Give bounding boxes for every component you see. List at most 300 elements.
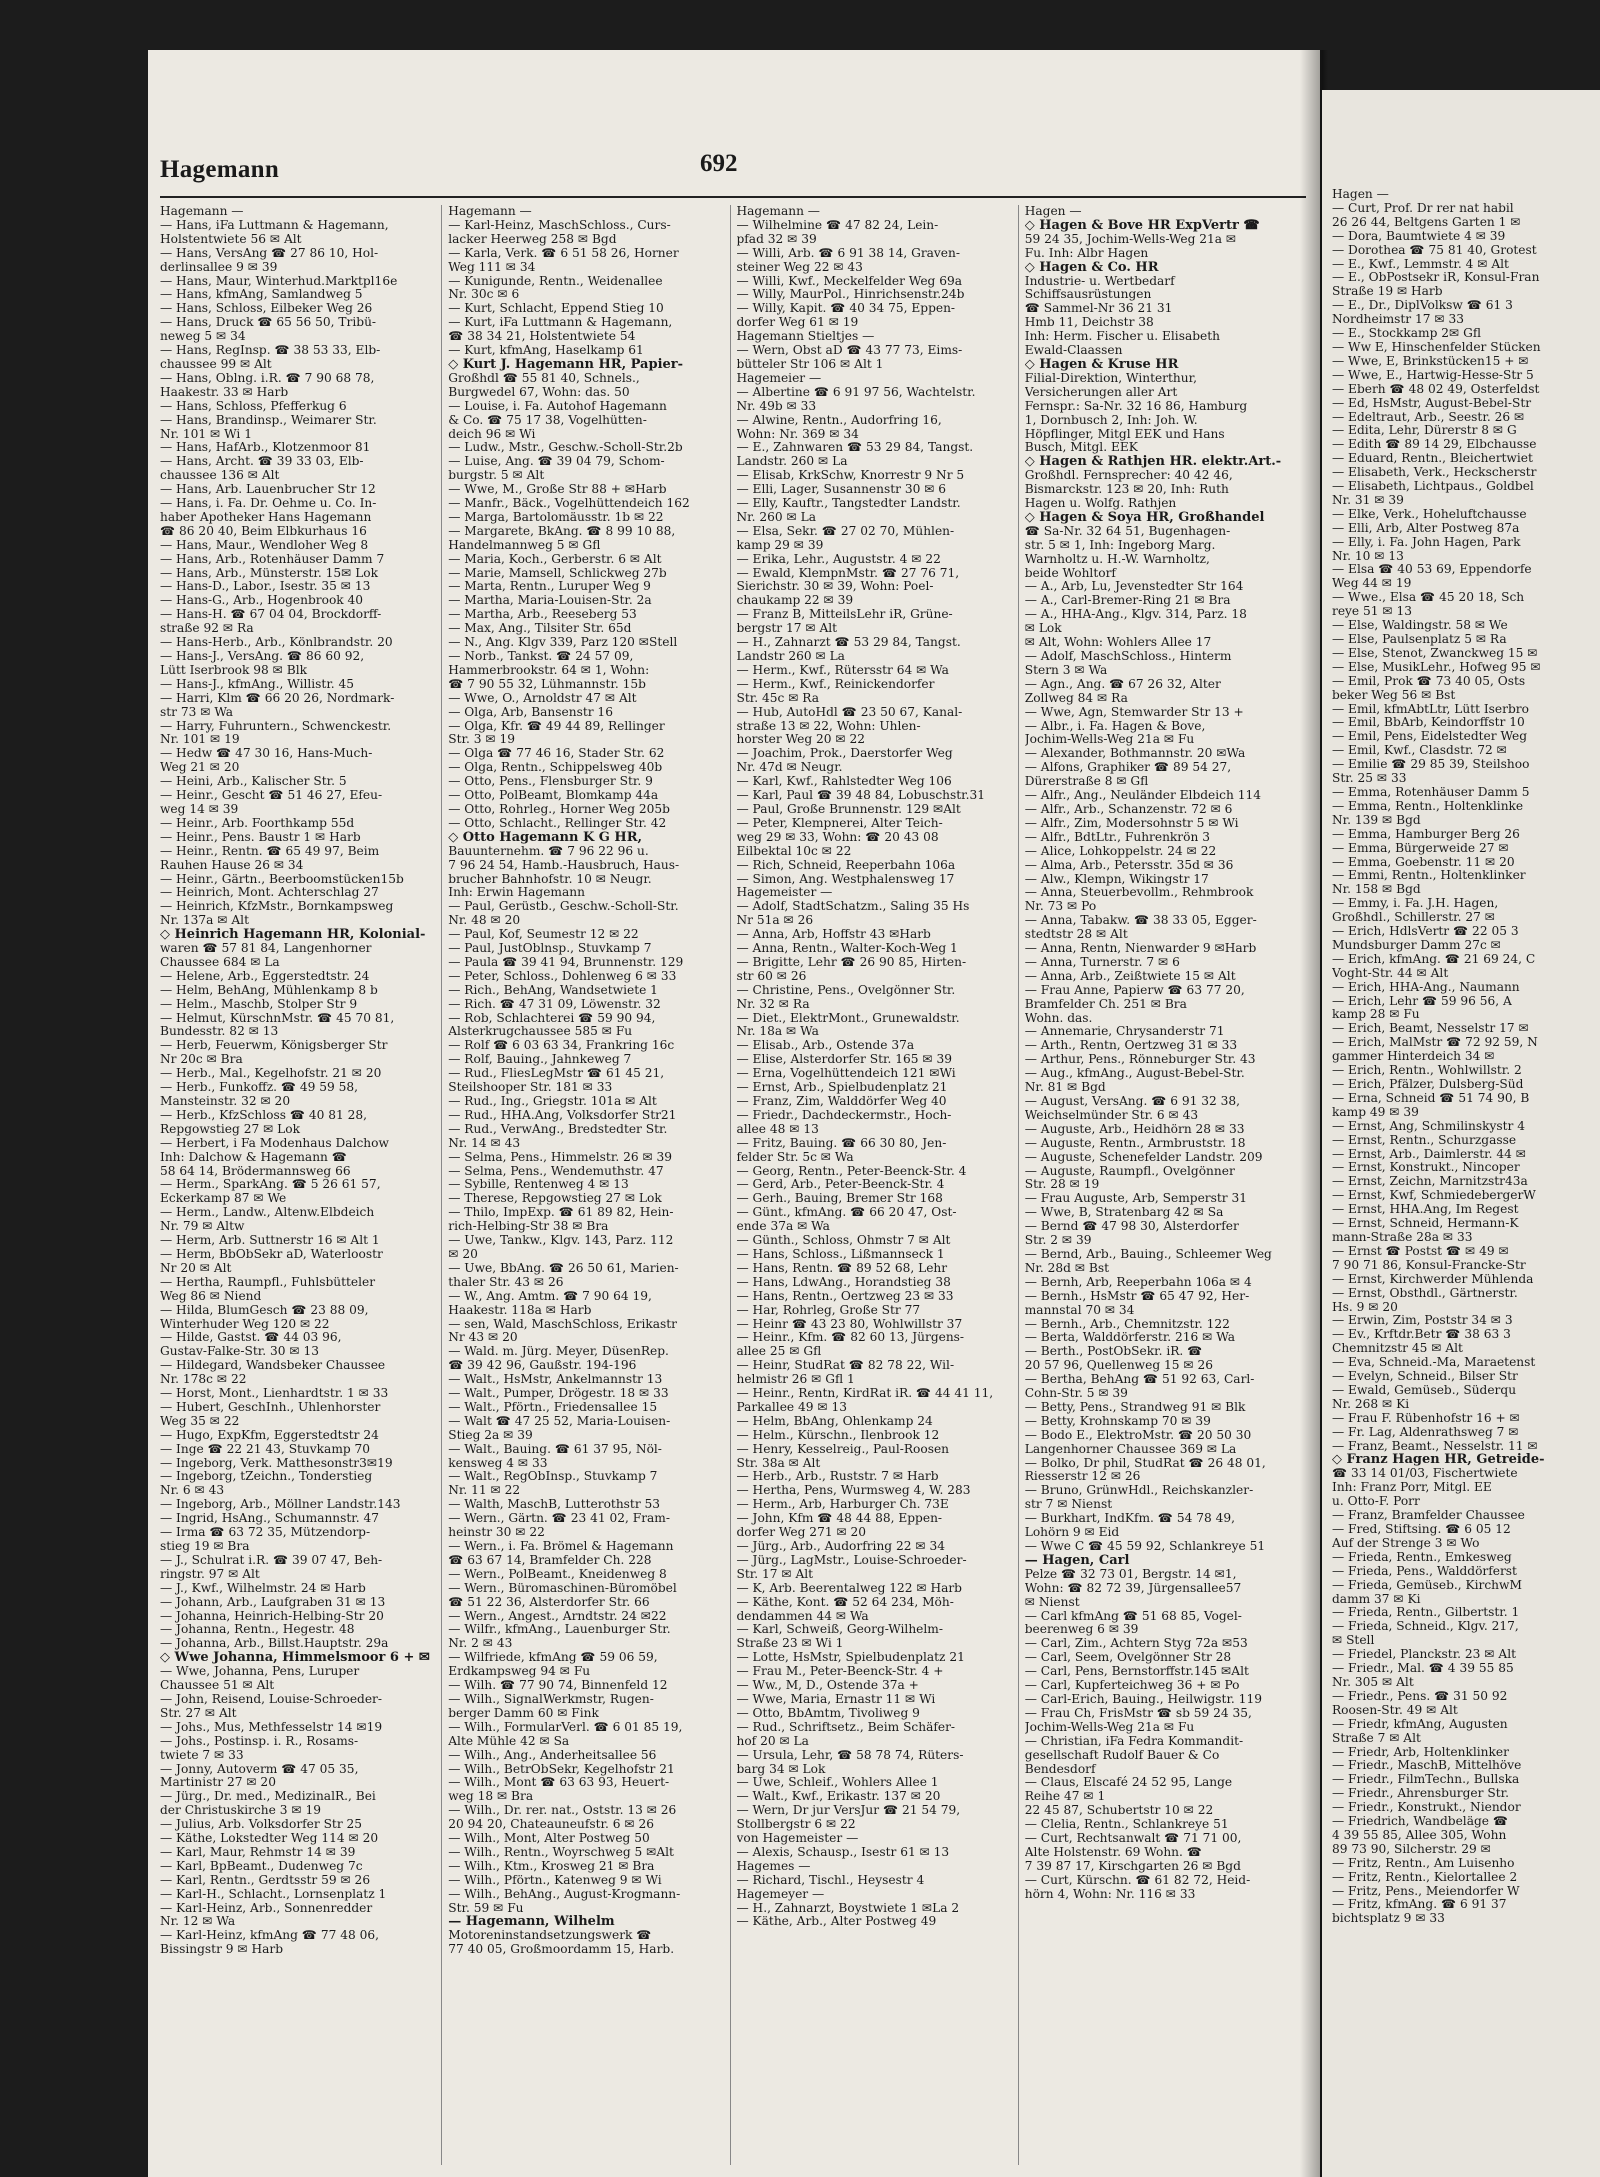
directory-entry-line: — Herm., Arb, Harburger Ch. 73E bbox=[736, 1498, 949, 1512]
directory-entry-line: Nr. 6 ✉ 43 bbox=[160, 1484, 225, 1498]
directory-entry-line: — Wern., Gärtn. ☎ 23 41 02, Fram- bbox=[448, 1512, 670, 1526]
directory-entry-line: Nr. 47d ✉ Neugr. bbox=[736, 761, 843, 775]
directory-entry-line: — Hans-G., Arb., Hogenbrook 40 bbox=[160, 594, 364, 608]
directory-entry-line: — Thilo, ImpExp. ☎ 61 89 82, Hein- bbox=[448, 1206, 674, 1220]
directory-entry-line: — Wilh. ☎ 77 90 74, Binnenfeld 12 bbox=[448, 1679, 668, 1693]
directory-entry-line: — Ernst, Kwf, SchmiedebergerW bbox=[1332, 1189, 1536, 1203]
directory-entry-line: Bissingstr 9 ✉ Harb bbox=[160, 1943, 283, 1957]
directory-entry-line: — Wilfr., kfmAng., Lauenburger Str. bbox=[448, 1623, 671, 1637]
directory-entry-line: — Wern., PolBeamt., Kneidenweg 8 bbox=[448, 1567, 667, 1581]
directory-entry-line: — Martha, Maria-Louisen-Str. 2a bbox=[448, 594, 652, 608]
directory-entry-line: — Ernst, Obsthdl., Gärtnerstr. bbox=[1332, 1286, 1518, 1300]
directory-entry-line: — Ernst, Konstrukt., Nincoper bbox=[1332, 1161, 1520, 1175]
directory-entry-line: — Wilhelmine ☎ 47 82 24, Lein- bbox=[736, 218, 939, 232]
directory-entry-line: 26 26 44, Beltgens Garten 1 ✉ bbox=[1332, 215, 1521, 229]
directory-entry-line: Burgwedel 67, Wohn: das. 50 bbox=[448, 385, 630, 399]
directory-entry-line: — Rud., Ing., Griegstr. 101a ✉ Alt bbox=[448, 1095, 657, 1108]
directory-entry-line: — Günth., Schloss, Ohmstr 7 ✉ Alt bbox=[736, 1234, 951, 1248]
directory-entry-line: 59 24 35, Jochim-Wells-Weg 21a ✉ bbox=[1024, 232, 1237, 246]
directory-entry-line: — Johanna, Heinrich-Helbing-Str 20 bbox=[160, 1609, 384, 1623]
directory-entry-line: — Frieda, Rentn., Gilbertstr. 1 bbox=[1332, 1606, 1520, 1620]
directory-entry-line: — Hans-H. ☎ 67 04 04, Brockdorff- bbox=[160, 608, 382, 622]
directory-entry-line: Nr. 101 ✉ Wi 1 bbox=[160, 427, 252, 441]
directory-entry-line: ◇ Hagen & Kruse HR bbox=[1024, 357, 1179, 372]
directory-entry-line: — Eva, Schneid.-Ma, Maraetenst bbox=[1332, 1356, 1536, 1370]
directory-entry-line: — Burkhart, IndKfm. ☎ 54 78 49, bbox=[1024, 1512, 1236, 1526]
directory-entry-line: felder Str. 5c ✉ Wa bbox=[736, 1150, 854, 1164]
directory-entry-line: Nr. 139 ✉ Bgd bbox=[1332, 813, 1421, 827]
directory-entry-line: — Heinr., Gescht ☎ 51 46 27, Efeu- bbox=[160, 789, 383, 803]
directory-entry-line: — Elli, Arb, Alter Postweg 87a bbox=[1332, 521, 1520, 535]
directory-entry-line: — Willy, Kapit. ☎ 40 34 75, Eppen- bbox=[736, 302, 956, 316]
directory-entry-line: — Johs., Mus, Methfesselstr 14 ✉19 bbox=[160, 1720, 383, 1734]
directory-entry-line: Weg 86 ✉ Niend bbox=[160, 1289, 262, 1303]
directory-entry-line: Chaussee 51 ✉ Alt bbox=[160, 1679, 275, 1693]
directory-entry-line: Weg 44 ✉ 19 bbox=[1332, 577, 1412, 591]
directory-entry-line: bütteler Str 106 ✉ Alt 1 bbox=[736, 357, 884, 371]
directory-entry-line: von Hagemeister — bbox=[736, 1832, 859, 1846]
directory-entry-line: — N., Ang. Klgv 339, Parz 120 ✉Stell bbox=[448, 636, 678, 650]
directory-entry-line: Inh: Herm. Fischer u. Elisabeth bbox=[1024, 330, 1220, 344]
directory-entry-line: — Hans, Arb., Münsterstr. 15✉ Lok bbox=[160, 566, 379, 580]
directory-entry-line: — Auguste, Raumpfl., Ovelgönner bbox=[1024, 1164, 1235, 1178]
directory-entry-line: — Käthe, Lokstedter Weg 114 ✉ 20 bbox=[160, 1832, 379, 1846]
directory-entry-line: chaussee 136 ✉ Alt bbox=[160, 469, 280, 483]
directory-entry-line: Fu. Inh: Albr Hagen bbox=[1024, 246, 1149, 260]
directory-entry-line: Nr. 79 ✉ Altw bbox=[160, 1220, 245, 1234]
directory-entry-line: Weg 35 ✉ 22 bbox=[160, 1414, 240, 1428]
directory-entry-line: — Max, Ang., Tilsiter Str. 65d bbox=[448, 622, 632, 636]
directory-entry-line: — Anna, Turnerstr. 7 ✉ 6 bbox=[1024, 955, 1180, 969]
directory-entry-line: Nr. 14 ✉ 43 bbox=[448, 1136, 521, 1150]
directory-entry-line: — Elly, Kauftr., Tangstedter Landstr. bbox=[736, 497, 961, 511]
directory-entry-line: — Heinr., Rentn, KirdRat iR. ☎ 44 41 11, bbox=[736, 1387, 994, 1401]
directory-entry-line: Gustav-Falke-Str. 30 ✉ 13 bbox=[160, 1345, 319, 1359]
directory-entry-line: ✉ Lok bbox=[1024, 622, 1062, 636]
directory-entry-line: — Erna, Schneid ☎ 51 74 90, B bbox=[1332, 1091, 1530, 1105]
directory-entry-line: Hagemann Stieltjes — bbox=[736, 330, 875, 344]
directory-entry-line: — Elke, Verk., Hoheluftchausse bbox=[1332, 507, 1527, 521]
directory-entry-line: — Wilh., BehAng., August-Krogmann- bbox=[448, 1887, 681, 1901]
directory-entry-line: — Heinr., Arb. Foorthkamp 55d bbox=[160, 816, 355, 830]
directory-entry-line: — Elisabeth, Lichtpaus., Goldbel bbox=[1332, 480, 1534, 494]
directory-entry-line: der Christuskirche 3 ✉ 19 bbox=[160, 1804, 321, 1818]
directory-entry-line: twiete 7 ✉ 33 bbox=[160, 1748, 244, 1762]
directory-entry-line: — Betty, Pens., Strandweg 91 ✉ Blk bbox=[1024, 1400, 1246, 1414]
directory-entry-line: — Heinr., Pens. Baustr 1 ✉ Harb bbox=[160, 830, 361, 844]
directory-entry-line: Wohn: ☎ 82 72 39, Jürgensallee57 bbox=[1024, 1581, 1242, 1595]
directory-entry-line: — Jürg., LagMstr., Louise-Schroeder- bbox=[736, 1553, 967, 1567]
directory-entry-line: weg 29 ✉ 33, Wohn: ☎ 20 43 08 bbox=[736, 830, 939, 844]
directory-entry-line: Str. 28 ✉ 19 bbox=[1024, 1178, 1100, 1192]
directory-entry-line: — Paula ☎ 39 41 94, Brunnenstr. 129 bbox=[448, 955, 684, 969]
directory-entry-line: straße 13 ✉ 22, Wohn: Uhlen- bbox=[736, 719, 921, 733]
directory-entry-line: — Hugo, ExpKfm, Eggerstedtstr 24 bbox=[160, 1428, 379, 1442]
directory-entry-line: — Har, Rohrleg, Große Str 77 bbox=[736, 1303, 921, 1317]
directory-entry-line: — Brigitte, Lehr ☎ 26 90 85, Hirten- bbox=[736, 955, 967, 969]
directory-entry-line: Versicherungen aller Art bbox=[1024, 385, 1178, 399]
directory-entry-line: — Jürg., Dr. med., MedizinalR., Bei bbox=[160, 1790, 376, 1804]
directory-entry-line: heinstr 30 ✉ 22 bbox=[448, 1526, 545, 1540]
directory-entry-line: — Emma, Goebenstr. 11 ✉ 20 bbox=[1332, 855, 1515, 869]
directory-entry-line: — Herm., Kwf., Rütersstr 64 ✉ Wa bbox=[736, 663, 949, 677]
directory-entry-line: — John, Kfm ☎ 48 44 88, Eppen- bbox=[736, 1512, 943, 1526]
directory-entry-line: ◇ Franz Hagen HR, Getreide- bbox=[1332, 1453, 1545, 1468]
directory-entry-line: — Carl kfmAng ☎ 51 68 85, Vogel- bbox=[1024, 1609, 1242, 1623]
directory-entry-line: — Georg, Rentn., Peter-Beenck-Str. 4 bbox=[736, 1164, 967, 1178]
directory-entry-line: Wohn. das. bbox=[1024, 1011, 1093, 1025]
directory-entry-line: Jochim-Wells-Weg 21a ✉ Fu bbox=[1024, 1720, 1195, 1734]
directory-entry-line: kamp 29 ✉ 39 bbox=[736, 538, 824, 552]
directory-entry-line: — Elli, Lager, Susannenstr 30 ✉ 6 bbox=[736, 483, 947, 497]
directory-entry-line: — Fritz, kfmAng. ☎ 6 91 37 bbox=[1332, 1898, 1507, 1912]
directory-entry-line: str 73 ✉ Wa bbox=[160, 705, 234, 719]
directory-entry-line: — Rich. ☎ 47 31 09, Löwenstr. 32 bbox=[448, 997, 661, 1011]
directory-entry-line: Alsterkrugchaussee 585 ✉ Fu bbox=[448, 1025, 633, 1039]
directory-entry-line: — Hans-Herb., Arb., Könlbrandstr. 20 bbox=[160, 636, 393, 650]
directory-entry-line: — Lotte, HsMstr, Spielbudenplatz 21 bbox=[736, 1651, 965, 1665]
directory-entry-line: Str. 45c ✉ Ra bbox=[736, 691, 819, 705]
directory-entry-line: chaukamp 22 ✉ 39 bbox=[736, 594, 854, 608]
directory-entry-line: Parkallee 49 ✉ 13 bbox=[736, 1400, 847, 1414]
directory-entry-line: str. 5 ✉ 1, Inh: Ingeborg Marg. bbox=[1024, 538, 1216, 552]
directory-entry-line: Hagemann — bbox=[160, 205, 244, 218]
directory-entry-line: — Friedr., MaschB, Mittelhöve bbox=[1332, 1759, 1522, 1773]
directory-entry-line: — Willi, Kwf., Meckelfelder Weg 69a bbox=[736, 274, 962, 288]
directory-entry-line: Hagen — bbox=[1332, 188, 1389, 201]
directory-entry-line: ☎ 63 67 14, Bramfelder Ch. 228 bbox=[448, 1553, 652, 1567]
directory-entry-line: kamp 49 ✉ 39 bbox=[1332, 1105, 1419, 1119]
directory-entry-line: — Hans, Rentn. ☎ 89 52 68, Lehr bbox=[736, 1261, 948, 1275]
directory-entry-line: — J., Schulrat i.R. ☎ 39 07 47, Beh- bbox=[160, 1553, 383, 1567]
directory-entry-line: — A., Carl-Bremer-Ring 21 ✉ Bra bbox=[1024, 594, 1231, 608]
directory-entry-line: ☎ 7 90 55 32, Lühmannstr. 15b bbox=[448, 677, 646, 691]
directory-entry-line: — Herbert, i Fa Modenhaus Dalchow bbox=[160, 1136, 389, 1150]
directory-entry-line: — Wern., Büromaschinen-Büromöbel bbox=[448, 1581, 677, 1595]
directory-entry-line: — Anna, Rentn., Walter-Koch-Weg 1 bbox=[736, 942, 958, 956]
directory-entry-line: — Alfr., BdtLtr., Fuhrenkrön 3 bbox=[1024, 830, 1210, 844]
directory-entry-line: Nr. 30c ✉ 6 bbox=[448, 288, 520, 302]
directory-entry-line: Dürerstraße 8 ✉ Gfl bbox=[1024, 775, 1149, 789]
directory-entry-line: 4 39 55 85, Allee 305, Wohn bbox=[1332, 1828, 1507, 1842]
directory-entry-line: str 60 ✉ 26 bbox=[736, 969, 807, 983]
directory-entry-line: — Jonny, Autoverm ☎ 47 05 35, bbox=[160, 1762, 359, 1776]
directory-entry-line: — A., HHA-Ang., Klgv. 314, Parz. 18 bbox=[1024, 608, 1247, 622]
directory-entry-line: — Ev., Krftdr.Betr ☎ 38 63 3 bbox=[1332, 1328, 1511, 1342]
directory-entry-line: — Hans-D., Labor., Isestr. 35 ✉ 13 bbox=[160, 580, 371, 594]
directory-entry-line: Hammerbrookstr. 64 ✉ 1, Wohn: bbox=[448, 663, 650, 677]
directory-entry-line: Str. 59 ✉ Fu bbox=[448, 1901, 524, 1915]
directory-entry-line: — Herb., Arb., Ruststr. 7 ✉ Harb bbox=[736, 1470, 939, 1484]
directory-entry-line: — Wilfriede, kfmAng ☎ 59 06 59, bbox=[448, 1651, 658, 1665]
directory-entry-line: brucher Bahnhofstr. 10 ✉ Neugr. bbox=[448, 872, 652, 886]
directory-entry-line: Hs. 9 ✉ 20 bbox=[1332, 1300, 1398, 1314]
directory-entry-line: — Erich, Lehr ☎ 59 96 56, A bbox=[1332, 994, 1512, 1008]
directory-entry-line: — Bernh., Arb., Chemnitzstr. 122 bbox=[1024, 1317, 1230, 1331]
directory-entry-line: — Selma, Pens., Himmelstr. 26 ✉ 39 bbox=[448, 1150, 673, 1164]
directory-entry-line: — Bernh, Arb, Reeperbahn 106a ✉ 4 bbox=[1024, 1275, 1252, 1289]
directory-entry-line: Hagemann — bbox=[736, 205, 820, 218]
directory-entry-line: ◇ Kurt J. Hagemann HR, Papier- bbox=[448, 357, 684, 372]
directory-entry-line: — Heinr ☎ 43 23 80, Wohlwillstr 37 bbox=[736, 1317, 963, 1331]
directory-entry-line: bergstr 17 ✉ Alt bbox=[736, 622, 838, 636]
directory-entry-line: — Hans, i. Fa. Dr. Oehme u. Co. In- bbox=[160, 497, 377, 511]
directory-entry-line: — Claus, Elscafé 24 52 95, Lange bbox=[1024, 1776, 1233, 1790]
directory-entry-line: — Alice, Lohkoppelstr. 24 ✉ 22 bbox=[1024, 844, 1217, 858]
directory-entry-line: — Erich, HHA-Ang., Naumann bbox=[1332, 980, 1520, 994]
directory-entry-line: — Karl, Rentn., Gerdtsstr 59 ✉ 26 bbox=[160, 1873, 371, 1887]
directory-entry-line: ende 37a ✉ Wa bbox=[736, 1220, 830, 1234]
directory-entry-line: Rauhen Hause 26 ✉ 34 bbox=[160, 858, 304, 872]
page-number: 692 bbox=[700, 150, 738, 177]
directory-entry-line: — Wern., i. Fa. Brömel & Hagemann bbox=[448, 1540, 674, 1553]
directory-entry-line: — Frieda, Rentn., Emkesweg bbox=[1332, 1550, 1512, 1564]
directory-entry-line: Pelze ☎ 32 73 01, Bergstr. 14 ✉1, bbox=[1024, 1567, 1237, 1581]
directory-entry-line: — Ernst, Zeichn, Marnitzstr43a bbox=[1332, 1175, 1528, 1189]
directory-entry-line: — John, Reisend, Louise-Schroeder- bbox=[160, 1692, 383, 1706]
directory-entry-line: — Kurt, iFa Luttmann & Hagemann, bbox=[448, 316, 673, 330]
directory-entry-line: — Frau Auguste, Arb, Semperstr 31 bbox=[1024, 1192, 1247, 1206]
directory-entry-line: Ewald-Claassen bbox=[1024, 344, 1123, 358]
directory-entry-line: — Emilie ☎ 29 85 39, Steilshoo bbox=[1332, 758, 1530, 772]
directory-entry-line: Hmb 11, Deichstr 38 bbox=[1024, 316, 1154, 330]
directory-entry-line: — Anna, Tabakw. ☎ 38 33 05, Egger- bbox=[1024, 914, 1257, 928]
directory-entry-line: — Walt., HsMstr, Ankelmannstr 13 bbox=[448, 1373, 663, 1387]
directory-entry-line: — Hans, Arb., Rotenhäuser Damm 7 bbox=[160, 552, 385, 566]
directory-entry-line: ◇ Hagen & Rathjen HR. elektr.Art.- bbox=[1024, 455, 1282, 470]
directory-entry-line: Nordheimstr 17 ✉ 33 bbox=[1332, 313, 1464, 327]
directory-entry-line: — Frieda, Pens., Walddörferst bbox=[1332, 1564, 1517, 1578]
directory-entry-line: Nr. 101 ✉ 19 bbox=[160, 733, 240, 747]
directory-entry-line: — Hans, Schloss, Pfefferkug 6 bbox=[160, 399, 347, 413]
directory-entry-line: — Peter, Klempnerei, Alter Teich- bbox=[736, 816, 943, 830]
directory-entry-line: — Hans, Arb. Lauenbrucher Str 12 bbox=[160, 483, 376, 497]
directory-entry-line: — Hans, Archt. ☎ 39 33 03, Elb- bbox=[160, 455, 364, 469]
directory-entry-line: — Heinr., Rentn. ☎ 65 49 97, Beim bbox=[160, 844, 380, 858]
directory-entry-line: — Fred, Stiftsing. ☎ 6 05 12 bbox=[1332, 1523, 1511, 1536]
directory-entry-line: — E., Kwf., Lemmstr. 4 ✉ Alt bbox=[1332, 257, 1509, 271]
directory-entry-line: — Wwe, E., Hartwig-Hesse-Str 5 bbox=[1332, 368, 1534, 382]
directory-entry-line: — Friedr., FilmTechn., Bullska bbox=[1332, 1773, 1520, 1787]
directory-entry-line: — Günt., kfmAng. ☎ 66 20 47, Ost- bbox=[736, 1206, 957, 1220]
directory-entry-line: — Horst, Mont., Lienhardtstr. 1 ✉ 33 bbox=[160, 1387, 389, 1401]
directory-entry-line: — Rolf ☎ 6 03 63 34, Frankring 16c bbox=[448, 1039, 675, 1053]
directory-entry-line: — Alexander, Bothmannstr. 20 ✉Wa bbox=[1024, 747, 1246, 761]
directory-entry-line: — Walth, MaschB, Lutterothstr 53 bbox=[448, 1498, 661, 1512]
directory-entry-line: — Karl-Heinz, kfmAng ☎ 77 48 06, bbox=[160, 1929, 380, 1943]
directory-entry-line: gesellschaft Rudolf Bauer & Co bbox=[1024, 1748, 1220, 1762]
directory-entry-line: — E., Zahnwaren ☎ 53 29 84, Tangst. bbox=[736, 441, 974, 455]
directory-entry-line: — Wern, Obst aD ☎ 43 77 73, Eims- bbox=[736, 344, 963, 358]
directory-entry-line: Inh: Franz Porr, Mitgl. EE bbox=[1332, 1481, 1492, 1495]
directory-entry-line: Nr. 260 ✉ La bbox=[736, 510, 816, 524]
directory-entry-line: Wohn: Nr. 369 ✉ 34 bbox=[736, 427, 859, 441]
directory-entry-line: Schiffsausrüstungen bbox=[1024, 288, 1152, 302]
directory-entry-line: 7 90 71 86, Konsul-Francke-Str bbox=[1332, 1258, 1526, 1272]
directory-entry-line: — Karl, Kwf., Rahlstedter Weg 106 bbox=[736, 775, 952, 789]
directory-entry-line: helmistr 26 ✉ Gfl 1 bbox=[736, 1373, 855, 1387]
directory-entry-line: — Curt, Kürschn. ☎ 61 82 72, Heid- bbox=[1024, 1873, 1251, 1887]
directory-entry-line: 20 94 20, Chateauneufstr. 6 ✉ 26 bbox=[448, 1818, 654, 1832]
directory-entry-line: ☎ 38 34 21, Holstentwiete 54 bbox=[448, 330, 636, 344]
directory-entry-line: Str. 27 ✉ Alt bbox=[160, 1706, 237, 1720]
directory-entry-line: — Otto, Schlacht., Rellinger Str. 42 bbox=[448, 816, 667, 830]
directory-entry-line: Mansteinstr. 32 ✉ 20 bbox=[160, 1095, 291, 1108]
directory-entry-line: Nr. 73 ✉ Po bbox=[1024, 900, 1097, 914]
directory-entry-line: — Rud., Schriftsetz., Beim Schäfer- bbox=[736, 1720, 956, 1734]
directory-entry-line: ✉ Nienst bbox=[1024, 1595, 1080, 1609]
directory-entry-line: — Else, MusikLehr., Hofweg 95 ✉ bbox=[1332, 660, 1541, 674]
directory-entry-line: — Aug., kfmAng., August-Bebel-Str. bbox=[1024, 1067, 1245, 1081]
directory-entry-line: Handelmannweg 5 ✉ Gfl bbox=[448, 538, 601, 552]
directory-page bbox=[148, 50, 1320, 2177]
directory-entry-line: — Hubert, GeschInh., Uhlenhorster bbox=[160, 1400, 381, 1414]
directory-entry-line: neweg 5 ✉ 34 bbox=[160, 330, 246, 344]
directory-entry-line: — Heinrich, Mont. Achterschlag 27 bbox=[160, 886, 379, 900]
directory-entry-line: — Dora, Baumtwiete 4 ✉ 39 bbox=[1332, 229, 1506, 243]
directory-entry-line: — Karl, Schweiß, Georg-Wilhelm- bbox=[736, 1623, 943, 1637]
directory-entry-line: — Carl, Kupferteichweg 36 + ✉ Po bbox=[1024, 1679, 1240, 1693]
directory-entry-line: Nr. 31 ✉ 39 bbox=[1332, 493, 1404, 507]
directory-entry-line: Str. 25 ✉ 33 bbox=[1332, 772, 1407, 786]
directory-entry-line: Steilshooper Str. 181 ✉ 33 bbox=[448, 1081, 613, 1095]
directory-entry-line: Roosen-Str. 49 ✉ Alt bbox=[1332, 1703, 1458, 1717]
directory-entry-line: damm 37 ✉ Ki bbox=[1332, 1592, 1421, 1606]
directory-entry-line: — Bertha, BehAng ☎ 51 92 63, Carl- bbox=[1024, 1373, 1255, 1387]
directory-entry-line: — Herm, BbObSekr aD, Waterloostr bbox=[160, 1247, 383, 1261]
directory-entry-line: — Albr., i. Fa. Hagen & Bove, bbox=[1024, 719, 1206, 733]
directory-entry-line: — Elisab., Arb., Ostende 37a bbox=[736, 1039, 915, 1053]
directory-entry-line: — Bolko, Dr phil, StudRat ☎ 26 48 01, bbox=[1024, 1456, 1266, 1470]
directory-entry-line: — Alfr., Zim, Modersohnstr 5 ✉ Wi bbox=[1024, 816, 1239, 830]
directory-entry-line: — Anna, Arb, Hoffstr 43 ✉Harb bbox=[736, 928, 931, 942]
directory-entry-line: — Walt., RegObInsp., Stuvkamp 7 bbox=[448, 1470, 658, 1484]
directory-entry-line: — Christine, Pens., Ovelgönner Str. bbox=[736, 983, 956, 997]
directory-entry-line: — Elsa ☎ 40 53 69, Eppendorfe bbox=[1332, 563, 1532, 577]
directory-entry-line: berger Damm 60 ✉ Fink bbox=[448, 1706, 599, 1720]
directory-entry-line: — Helm, BehAng, Mühlenkamp 8 b bbox=[160, 983, 378, 997]
directory-entry-line: Bramfelder Ch. 251 ✉ Bra bbox=[1024, 997, 1187, 1011]
directory-entry-line: Bundesstr. 82 ✉ 13 bbox=[160, 1025, 279, 1039]
directory-columns bbox=[160, 205, 1306, 2165]
directory-entry-line: — Franz, Beamt., Nesselstr. 11 ✉ bbox=[1332, 1439, 1538, 1453]
directory-entry-line: — Therese, Repgowstieg 27 ✉ Lok bbox=[448, 1192, 662, 1206]
directory-entry-line: 89 73 90, Silcherstr. 29 ✉ bbox=[1332, 1842, 1491, 1856]
directory-entry-line: — Ernst, HHA.Ang, Im Regest bbox=[1332, 1203, 1519, 1217]
directory-entry-line: — Herm., Landw., Altenw.Elbdeich bbox=[160, 1206, 375, 1220]
directory-entry-line: ✉ Alt, Wohn: Wohlers Allee 17 bbox=[1024, 636, 1212, 650]
directory-entry-line: Hagemeister — bbox=[736, 886, 833, 900]
directory-entry-line: — Ingeborg, tZeichn., Tonderstieg bbox=[160, 1470, 373, 1484]
directory-entry-line: — Karl-Heinz, MaschSchloss., Curs- bbox=[448, 218, 671, 232]
directory-entry-line: — Hildegard, Wandsbeker Chaussee bbox=[160, 1359, 386, 1373]
directory-entry-line: — Rich, Schneid, Reeperbahn 106a bbox=[736, 858, 956, 872]
directory-entry-line: 7 96 24 54, Hamb.-Hausbruch, Haus- bbox=[448, 858, 680, 872]
directory-entry-line: — Wilh., Ang., Anderheitsallee 56 bbox=[448, 1748, 657, 1762]
directory-entry-line: — Maria, Koch., Gerberstr. 6 ✉ Alt bbox=[448, 552, 662, 566]
directory-entry-line: Bismarckstr. 123 ✉ 20, Inh: Ruth bbox=[1024, 483, 1229, 497]
directory-entry-line: Nr. 11 ✉ 22 bbox=[448, 1484, 521, 1498]
directory-entry-line: hörn 4, Wohn: Nr. 116 ✉ 33 bbox=[1024, 1887, 1196, 1901]
directory-entry-line: — Heinr, StudRat ☎ 82 78 22, Wil- bbox=[736, 1359, 955, 1373]
directory-entry-line: — Rob, Schlachterei ☎ 59 90 94, bbox=[448, 1011, 656, 1025]
directory-entry-line: — Helm, BbAng, Ohlenkamp 24 bbox=[736, 1414, 933, 1428]
directory-entry-line: — August, VersAng. ☎ 6 91 32 38, bbox=[1024, 1095, 1241, 1108]
directory-entry-line: Industrie- u. Wertbedarf bbox=[1024, 274, 1175, 288]
directory-entry-line: Straße 19 ✉ Harb bbox=[1332, 285, 1443, 299]
directory-entry-line: — Ingrid, HsAng., Schumannstr. 47 bbox=[160, 1512, 380, 1526]
directory-entry-line: — Erich, Beamt, Nesselstr 17 ✉ bbox=[1332, 1022, 1529, 1036]
directory-entry-line: — Hans, Brandinsp., Weimarer Str. bbox=[160, 413, 377, 427]
directory-entry-line: & Co. ☎ 75 17 38, Vogelhütten- bbox=[448, 413, 647, 427]
directory-entry-line: — Karl, Maur, Rehmstr 14 ✉ 39 bbox=[160, 1845, 356, 1859]
directory-entry-line: — Hans, Druck ☎ 65 56 50, Tribü- bbox=[160, 316, 377, 330]
directory-entry-line: Nr. 32 ✉ Ra bbox=[736, 997, 810, 1011]
directory-entry-line: — Paul, Kof, Seumestr 12 ✉ 22 bbox=[448, 928, 639, 942]
directory-entry-line: — Kurt, kfmAng, Haselkamp 61 bbox=[448, 344, 644, 358]
directory-entry-line: — Else, Stenot, Zwanckweg 15 ✉ bbox=[1332, 646, 1538, 660]
directory-entry-line: gammer Hinterdeich 34 ✉ bbox=[1332, 1050, 1495, 1064]
directory-entry-line: Str. 38a ✉ Alt bbox=[736, 1456, 821, 1470]
directory-entry-line: Mundsburger Damm 27c ✉ bbox=[1332, 938, 1501, 952]
directory-entry-line: Cohn-Str. 5 ✉ 39 bbox=[1024, 1387, 1128, 1401]
directory-entry-line: — Herb., KfzSchloss ☎ 40 81 28, bbox=[160, 1108, 368, 1122]
directory-entry-line: Eckerkamp 87 ✉ We bbox=[160, 1192, 287, 1206]
directory-entry-line: — Fritz, Rentn., Kielortallee 2 bbox=[1332, 1870, 1518, 1884]
directory-entry-line: — Karl, BpBeamt., Dudenweg 7c bbox=[160, 1859, 363, 1873]
directory-entry-line: — Johs., Postinsp. i. R., Rosams- bbox=[160, 1734, 359, 1748]
directory-entry-line: — Manfr., Bäck., Vogelhüttendeich 162 bbox=[448, 497, 690, 511]
directory-entry-line: — Hans, Schloss, Eilbeker Weg 26 bbox=[160, 302, 373, 316]
directory-entry-line: — Alfons, Graphiker ☎ 89 54 27, bbox=[1024, 761, 1232, 775]
directory-entry-line: — Hagen, Carl bbox=[1024, 1553, 1130, 1568]
directory-entry-line: — Karl-Heinz, Arb., Sonnenredder bbox=[160, 1901, 373, 1915]
directory-entry-line: — Gerd, Arb., Peter-Beenck-Str. 4 bbox=[736, 1178, 945, 1192]
directory-entry-line: Nr. 12 ✉ Wa bbox=[160, 1915, 236, 1929]
directory-entry-line: Weichselmünder Str. 6 ✉ 43 bbox=[1024, 1108, 1199, 1122]
directory-entry-line: — Betty, Krohnskamp 70 ✉ 39 bbox=[1024, 1414, 1211, 1428]
directory-entry-line: — Herb., Mal., Kegelhofstr. 21 ✉ 20 bbox=[160, 1067, 382, 1081]
directory-entry-line: stedtstr 28 ✉ Alt bbox=[1024, 928, 1128, 942]
directory-entry-line: — Harri, Klm ☎ 66 20 26, Nordmark- bbox=[160, 691, 395, 705]
directory-entry-line: Auf der Strenge 3 ✉ Wo bbox=[1332, 1536, 1480, 1550]
directory-entry-line: — Clelia, Rentn., Schlankreye 51 bbox=[1024, 1818, 1229, 1832]
directory-entry-line: — Henry, Kesselreig., Paul-Roosen bbox=[736, 1442, 950, 1456]
directory-entry-line: Voght-Str. 44 ✉ Alt bbox=[1332, 966, 1449, 980]
directory-entry-line: Alte Mühle 42 ✉ Sa bbox=[448, 1734, 570, 1748]
directory-entry-line: dorfer Weg 61 ✉ 19 bbox=[736, 316, 859, 330]
page-header bbox=[160, 150, 1306, 198]
directory-entry-line: — Erna, Vogelhüttendeich 121 ✉Wi bbox=[736, 1067, 956, 1081]
directory-entry-line: — Käthe, Arb., Alter Postweg 49 bbox=[736, 1915, 937, 1929]
directory-entry-line: — Karl-H., Schlacht., Lornsenplatz 1 bbox=[160, 1887, 387, 1901]
directory-entry-line: bichtsplatz 9 ✉ 33 bbox=[1332, 1912, 1445, 1926]
directory-entry-line: Haakestr. 33 ✉ Harb bbox=[160, 385, 289, 399]
directory-entry-line: kamp 28 ✉ Fu bbox=[1332, 1008, 1420, 1022]
directory-entry-line: — Carl, Pens, Bernstorffstr.145 ✉Alt bbox=[1024, 1665, 1249, 1679]
directory-entry-line: — Walt., Bauing. ☎ 61 37 95, Nöl- bbox=[448, 1442, 662, 1456]
directory-entry-line: — Paul, JustOblnsp., Stuvkamp 7 bbox=[448, 942, 652, 956]
directory-entry-line: — Hilda, BlumGesch ☎ 23 88 09, bbox=[160, 1303, 369, 1317]
directory-entry-line: — Ernst, Arb., Daimlerstr. 44 ✉ bbox=[1332, 1147, 1526, 1161]
directory-entry-line: ◇ Hagen & Bove HR ExpVertr ☎ bbox=[1024, 218, 1260, 233]
directory-entry-line: — Alma, Arb., Petersstr. 35d ✉ 36 bbox=[1024, 858, 1234, 872]
directory-entry-line: — E., ObPostsekr iR, Konsul-Fran bbox=[1332, 271, 1540, 285]
directory-entry-line: — Frau Ch, FrisMstr ☎ sb 59 24 35, bbox=[1024, 1706, 1252, 1720]
directory-entry-line: — Rich., BehAng, Wandsetwiete 1 bbox=[448, 983, 658, 997]
directory-entry-line: — Emil, Prok ☎ 73 40 05, Osts bbox=[1332, 674, 1526, 688]
directory-entry-line: ☎ 39 42 96, Gaußstr. 194-196 bbox=[448, 1359, 637, 1373]
